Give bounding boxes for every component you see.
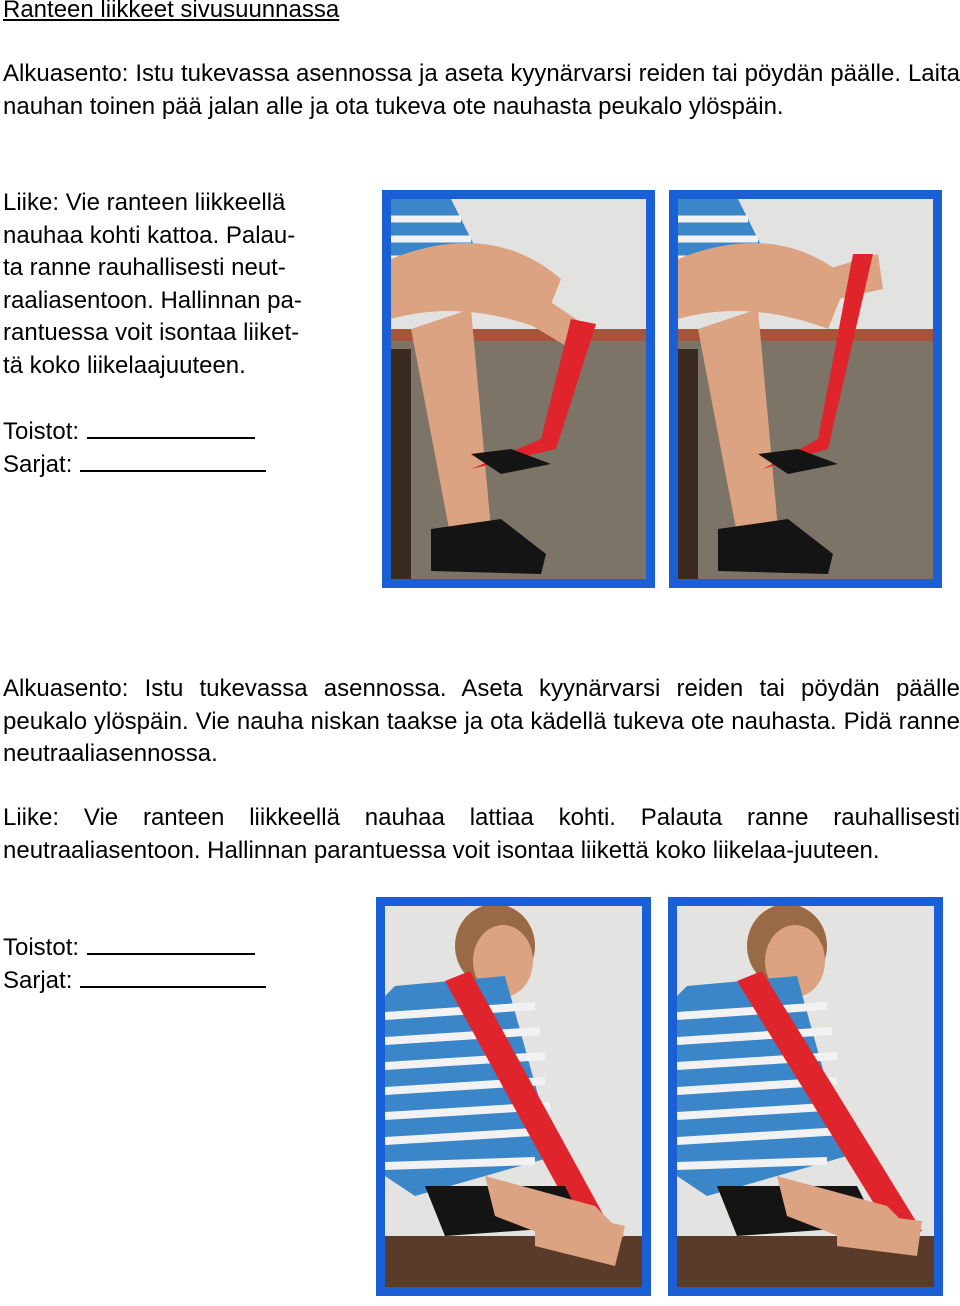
section1-reps-row xyxy=(3,415,255,449)
sets-field[interactable] xyxy=(80,448,266,472)
reps-label: Toistot: xyxy=(3,934,80,961)
section2-move-text: Liike: Vie ranteen liikkeellä nauhaa lattiaa kohti. Palauta ranne rauhallisesti neutraaliasentoon. Hallinnan parantuessa voit isontaa liikettä koko liikelaa-juuteen. xyxy=(3,804,960,864)
neck-band-wrist-illustration xyxy=(677,906,934,1287)
sets-label: Sarjat: xyxy=(3,967,73,994)
reps-field[interactable] xyxy=(87,415,255,439)
seated-wrist-band-illustration xyxy=(678,199,933,579)
move-line: raaliasentoon. Hallinnan pa- xyxy=(3,286,302,314)
move-line: nauhaa kohti kattoa. Palau- xyxy=(3,221,296,249)
exercise-photo-2b xyxy=(668,897,943,1296)
section2-reps-row xyxy=(3,931,255,965)
section2-start-text: Alkuasento: Istu tukevassa asennossa. Aseta kyynärvarsi reiden tai pöydän päälle peukalo ylöspäin. Vie nauha niskan taakse ja ota kädellä tukeva ote nauhasta. Pidä ranne neutraaliasennossa. xyxy=(3,675,960,767)
section2-sets-row xyxy=(3,964,266,998)
move-line: Liike: Vie ranteen liikkeellä xyxy=(3,189,286,216)
page-title: Ranteen liikkeet sivusuunnassa xyxy=(3,0,340,23)
exercise-photo-2a xyxy=(376,897,651,1296)
reps-field[interactable] xyxy=(87,931,255,955)
exercise-photo-1b xyxy=(669,190,942,588)
section1-move-text xyxy=(3,187,356,382)
move-line: ta ranne rauhallisesti neut- xyxy=(3,254,286,281)
neck-band-wrist-illustration xyxy=(385,906,642,1287)
sets-label: Sarjat: xyxy=(3,451,73,478)
section1-start-text: Alkuasento: Istu tukevassa asennossa ja aseta kyynärvarsi reiden tai pöydän päälle. Laita nauhan toinen pää jalan alle ja ota tukeva ote nauhasta peukalo ylöspäin. xyxy=(3,60,960,120)
section1-sets-row xyxy=(3,448,266,482)
seated-wrist-band-illustration xyxy=(391,199,646,579)
move-line: tä koko liikelaajuuteen. xyxy=(3,351,246,379)
move-line: rantuessa voit isontaa liiket- xyxy=(3,319,300,346)
reps-label: Toistot: xyxy=(3,418,80,445)
exercise-photo-1a xyxy=(382,190,655,588)
sets-field[interactable] xyxy=(80,964,266,988)
